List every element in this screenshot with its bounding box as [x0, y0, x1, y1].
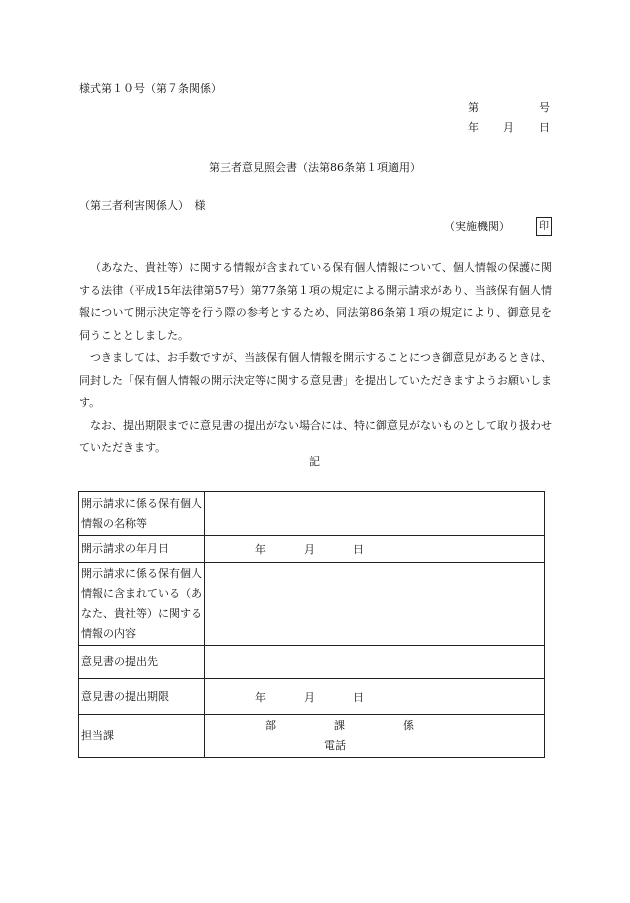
row-value-request-date [205, 536, 545, 563]
table-row [79, 492, 545, 536]
form-number: 様式第１０号（第７条関係） [79, 82, 222, 95]
ki-heading: 記 [309, 455, 320, 468]
date-year: 年 [468, 121, 479, 134]
table-row [79, 563, 545, 646]
row-label-request-date: 開示請求の年月日 [79, 536, 205, 563]
body-paragraph-1: （あなた、貴社等）に関する情報が含まれている保有個人情報について、個人情報の保護に関する法律（平成15年法律第57号）第77条第１項の規定による開示請求があり、当該保有個人情報について開示決定等を行う際の参考とするため、同法第86条第１項の規定により、御意見を伺うこととしました。 [79, 261, 552, 342]
request-date-day: 日 [353, 543, 364, 556]
body-paragraph-2: つきましては、お手数ですが、当該保有個人情報を開示することにつき御意見があるときは、同封した「保有個人情報の開示決定等に関する意見書」を提出していただきますようお願いします。 [79, 351, 552, 409]
table-row [79, 679, 545, 715]
row-label-department: 担当課 [79, 715, 205, 758]
row-value-submission-deadline [205, 679, 545, 715]
addressee: （第三者利害関係人） 様 [79, 199, 206, 212]
department-phone: 電話 [324, 739, 346, 752]
document-title: 第三者意見照会書（法第86条第１項適用） [209, 161, 421, 174]
table-row [79, 646, 545, 679]
deadline-month: 月 [304, 690, 315, 704]
sender-label: （実施機関） [444, 220, 510, 233]
department-ka: 課 [334, 719, 345, 732]
department-bu: 部 [265, 719, 276, 732]
row-label-submission-deadline: 意見書の提出期限 [79, 679, 205, 715]
department-kakari: 係 [403, 719, 414, 732]
row-label-submission-destination: 意見書の提出先 [79, 646, 205, 679]
row-label-info-content: 開示請求に係る保有個人情報に含まれている（あなた、貴社等）に関する情報の内容 [79, 563, 205, 646]
doc-number-suffix: 号 [539, 101, 550, 114]
date-day: 日 [539, 121, 550, 134]
row-label-document-name: 開示請求に係る保有個人情報の名称等 [79, 492, 205, 536]
table-row [79, 715, 545, 758]
body-paragraph-3: なお、提出期限までに意見書の提出がない場合には、特に御意見がないものとして取り扱わせていただきます。 [79, 418, 552, 454]
deadline-day: 日 [353, 690, 364, 704]
doc-number-prefix: 第 [468, 101, 479, 114]
table-row [79, 536, 545, 563]
date-month: 月 [503, 121, 514, 134]
row-value-info-content [205, 563, 545, 646]
body-text [79, 257, 552, 460]
request-date-year: 年 [255, 543, 266, 556]
seal-stamp: 印 [536, 217, 552, 236]
info-table [78, 491, 545, 758]
row-value-submission-destination [205, 646, 545, 679]
deadline-year: 年 [255, 690, 266, 704]
request-date-month: 月 [304, 543, 315, 556]
row-value-department [205, 715, 545, 758]
row-value-document-name [205, 492, 545, 536]
